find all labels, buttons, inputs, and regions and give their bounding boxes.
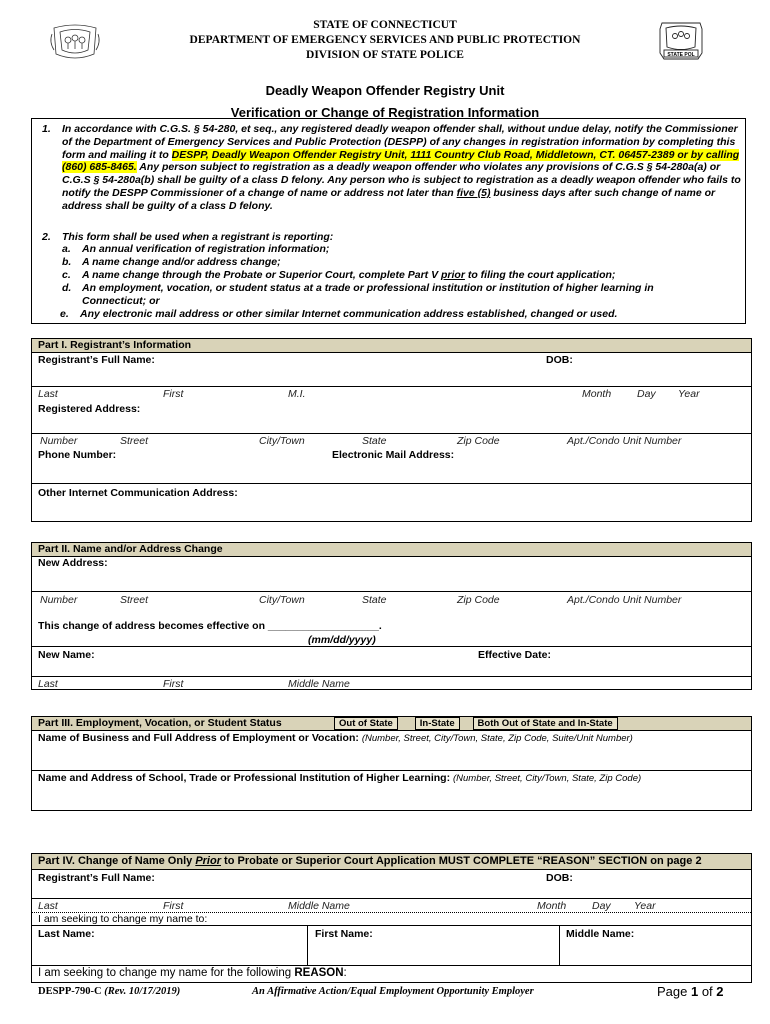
number-sublabel: Number: [40, 435, 78, 447]
month-sublabel: Month: [537, 900, 567, 912]
middle-name-sublabel: Middle Name: [288, 678, 350, 690]
form-title: Deadly Weapon Offender Registry Unit: [265, 83, 505, 98]
list-key-a: a.: [62, 243, 71, 255]
mi-sublabel: M.I.: [288, 388, 306, 400]
street-sublabel: Street: [120, 594, 149, 606]
email-address-label: Electronic Mail Address:: [332, 449, 455, 461]
dob-label: DOB:: [546, 354, 573, 366]
day-sublabel: Day: [637, 388, 656, 400]
state-sublabel: State: [362, 435, 387, 447]
number-sublabel: Number: [40, 594, 78, 606]
form-number: DESPP-790-C (Rev. 10/17/2019): [38, 986, 181, 997]
part4-section: [31, 853, 752, 983]
list-item-d: An employment, vocation, or student status at a trade or professional institution or institution of higher learning in Connecticut; or: [82, 282, 654, 307]
phone-number-label: Phone Number:: [38, 449, 117, 461]
form-subtitle: Verification or Change of Registration Information: [230, 105, 540, 120]
reason-label: I am seeking to change my name for the following REASON:: [38, 967, 347, 979]
in-state-checkbox[interactable]: In-State: [415, 717, 460, 730]
eeo-statement: An Affirmative Action/Equal Employment Opportunity Employer: [252, 986, 534, 997]
zip-sublabel: Zip Code: [457, 435, 500, 447]
employment-label: Name of Business and Full Address of Employment or Vocation: (Number, Street, City/Town, State, Zip Code, Suite/Unit Number): [38, 732, 633, 744]
header-line-state: STATE OF CONNECTICUT: [313, 19, 457, 31]
year-sublabel: Year: [678, 388, 700, 400]
registrant-full-name-label: Registrant’s Full Name:: [38, 354, 155, 366]
apt-sublabel: Apt./Condo Unit Number: [567, 435, 682, 447]
part3-section: [31, 716, 752, 811]
last-name-label: Last Name:: [38, 928, 95, 940]
part1-section: [31, 338, 752, 522]
list-item-b: A name change and/or address change;: [82, 256, 281, 268]
part2-section: [31, 542, 752, 690]
middle-name-sublabel: Middle Name: [288, 900, 350, 912]
list-key-c: c.: [62, 269, 71, 281]
city-sublabel: City/Town: [259, 594, 305, 606]
header-line-division: DIVISION OF STATE POLICE: [306, 49, 464, 61]
apt-sublabel: Apt./Condo Unit Number: [567, 594, 682, 606]
out-of-state-checkbox[interactable]: Out of State: [334, 717, 398, 730]
first-name-label: First Name:: [315, 928, 373, 940]
registered-address-label: Registered Address:: [38, 403, 141, 415]
last-sublabel: Last: [38, 900, 58, 912]
seeking-change-label: I am seeking to change my name to:: [38, 913, 208, 925]
instructions-paragraph-2: This form shall be used when a registrant is reporting:: [62, 231, 334, 243]
list-item-c: A name change through the Probate or Superior Court, complete Part V prior to filing the court application;: [82, 269, 616, 281]
last-sublabel: Last: [38, 678, 58, 690]
zip-sublabel: Zip Code: [457, 594, 500, 606]
svg-text:STATE POL: STATE POL: [667, 52, 695, 58]
city-sublabel: City/Town: [259, 435, 305, 447]
other-internet-address-label: Other Internet Communication Address:: [38, 487, 238, 499]
new-name-label: New Name:: [38, 649, 95, 661]
dob-label: DOB:: [546, 872, 573, 884]
list-item-e: Any electronic mail address or other similar Internet communication address established, changed or used.: [80, 308, 618, 320]
part3-heading: Part III. Employment, Vocation, or Student Status Out of State In-State Both Out of State and In-State: [32, 717, 751, 731]
first-sublabel: First: [163, 900, 184, 912]
effective-date-label: Effective Date:: [478, 649, 551, 661]
item-number-1: 1.: [42, 123, 51, 135]
instructions-box: [31, 118, 746, 324]
year-sublabel: Year: [634, 900, 656, 912]
date-format-hint: (mm/dd/yyyy): [308, 634, 376, 646]
first-sublabel: First: [163, 388, 184, 400]
item-number-2: 2.: [42, 231, 51, 243]
part4-heading: Part IV. Change of Name Only Prior to Probate or Superior Court Application MUST COMPLETE “REASON” SECTION on page 2: [32, 854, 751, 870]
effective-date-line: This change of address becomes effective on ___________________.: [38, 620, 382, 632]
header-line-department: DEPARTMENT OF EMERGENCY SERVICES AND PUBLIC PROTECTION: [189, 34, 581, 46]
street-sublabel: Street: [120, 435, 149, 447]
list-key-e: e.: [60, 308, 69, 320]
month-sublabel: Month: [582, 388, 612, 400]
instructions-paragraph-1: In accordance with C.G.S. § 54-280, et seq., any registered deadly weapon offender shall, without undue delay, notify the Commissioner of the Department of Emergency Services and Public Protection (DESPP) of any changes in registration information by completing this form and mailing it to DESPP, Deadly Weapon Offender Registry Unit, 1111 Country Club Road, Middletown, CT. 06457-2389 or by calling (860) 685-8465. Any person subject to registration as a deadly weapon offender who violates any provisions of C.G.S § 54-280a(a) or C.G.S § 54-280a(b) shall be guilty of a class D felony. Any person who is subject to registration as a deadly weapon offender who fails to notify the DESPP Commissioner of a change of name or address not later than five (5) business days after such change of name or address shall be guilty of a class D felony.: [62, 123, 741, 212]
registrant-full-name-label: Registrant’s Full Name:: [38, 872, 155, 884]
page-indicator: Page 1 of 2: [657, 984, 724, 999]
both-states-checkbox[interactable]: Both Out of State and In-State: [473, 717, 618, 730]
last-sublabel: Last: [38, 388, 58, 400]
list-key-d: d.: [62, 282, 72, 294]
part1-heading: Part I. Registrant’s Information: [32, 339, 751, 353]
day-sublabel: Day: [592, 900, 611, 912]
school-label: Name and Address of School, Trade or Professional Institution of Higher Learning: (Number, Street, City/Town, State, Zip Code): [38, 772, 642, 784]
list-key-b: b.: [62, 256, 72, 268]
middle-name-label: Middle Name:: [566, 928, 635, 940]
part2-heading: Part II. Name and/or Address Change: [32, 543, 751, 557]
first-sublabel: First: [163, 678, 184, 690]
new-address-label: New Address:: [38, 557, 108, 569]
list-item-a: An annual verification of registration information;: [82, 243, 330, 255]
state-sublabel: State: [362, 594, 387, 606]
